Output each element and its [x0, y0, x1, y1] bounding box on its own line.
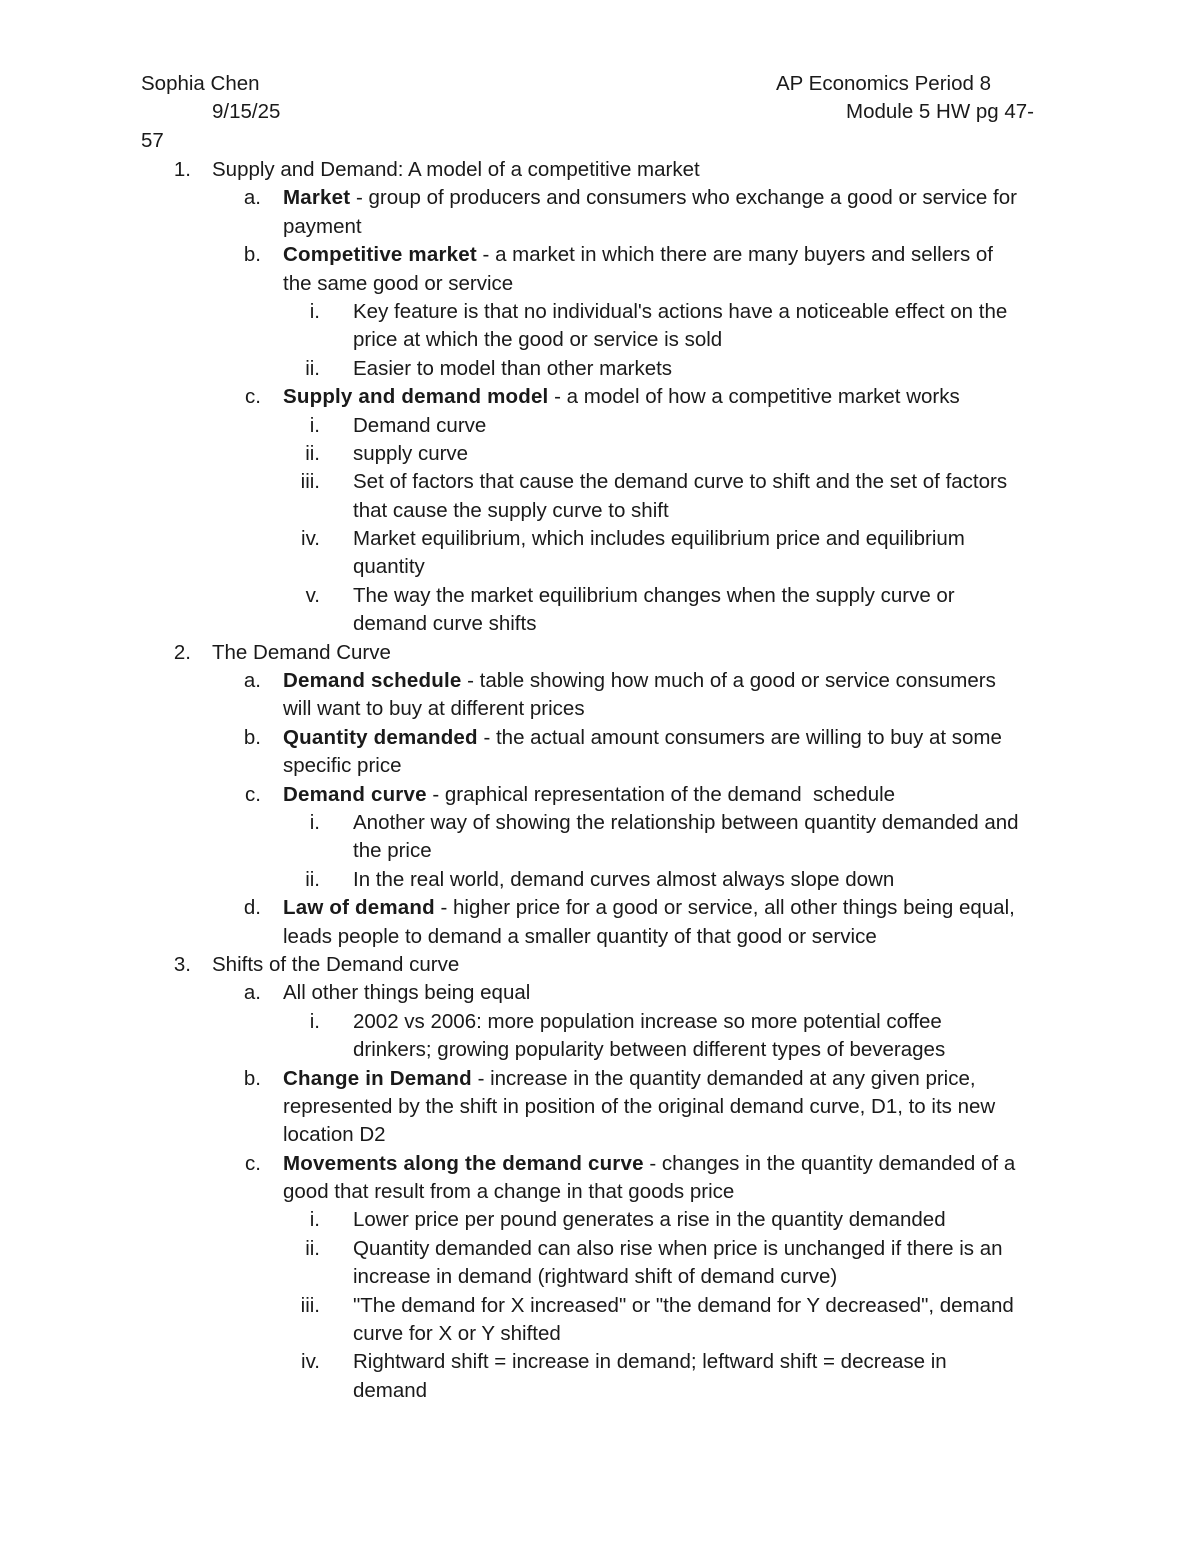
- assignment: Module 5 HW pg 47-: [846, 100, 1035, 123]
- s3-c-sub-i: i. Lower price per pound generates a rise in the quantity demanded: [309, 1208, 946, 1232]
- term: Law of demand: [283, 896, 435, 920]
- s3-c-sub-iv-cont: demand: [353, 1378, 428, 1402]
- s3-item-c: c. Movements along the demand curve - changes in the quantity demanded of a: [245, 1151, 1016, 1175]
- s1-c-sub-i: i. Demand curve: [309, 413, 487, 437]
- s1-c-sub-iv-cont: quantity: [353, 555, 425, 579]
- section-1-heading: 1. Supply and Demand: A model of a competitive market: [173, 158, 700, 181]
- s1-c-sub-iii: iii. Set of factors that cause the demand curve to shift and the set of factors: [300, 470, 1008, 494]
- assignment-wrap: 57: [141, 129, 164, 152]
- notes-outline: [0, 156, 1200, 1405]
- s1-b-sub-ii: ii. Easier to model than other markets: [305, 356, 673, 380]
- definition: - changes in the quantity demanded of a: [643, 1151, 1016, 1175]
- term: Market: [283, 186, 351, 210]
- s1-c-sub-iv: iv. Market equilibrium, which includes equilibrium price and equilibrium: [301, 527, 965, 551]
- term: Demand curve: [283, 782, 427, 806]
- s3-item-b: b. Change in Demand - increase in the quantity demanded at any given price,: [243, 1066, 976, 1090]
- s3-c-sub-ii: ii. Quantity demanded can also rise when price is unchanged if there is an: [305, 1236, 1003, 1260]
- term: Supply and demand model: [283, 385, 549, 409]
- term: Change in Demand: [283, 1066, 472, 1090]
- definition: - table showing how much of a good or service consumers: [461, 669, 996, 693]
- definition: - a market in which there are many buyers and sellers of: [476, 243, 994, 267]
- s2-item-d: d. Law of demand - higher price for a good or service, all other things being equal,: [243, 896, 1015, 920]
- s2-item-b: b. Quantity demanded - the actual amount consumers are willing to buy at some: [243, 725, 1002, 749]
- s3-c-sub-ii-cont: increase in demand (rightward shift of demand curve): [353, 1265, 838, 1289]
- definition: - the actual amount consumers are willing to buy at some: [477, 725, 1002, 749]
- s3-item-a: a. All other things being equal: [243, 981, 531, 1005]
- s2-item-c: c. Demand curve - graphical representation of the demand schedule: [245, 782, 896, 806]
- s1-item-a-cont: payment: [283, 214, 362, 238]
- s1-item-b: b. Competitive market - a market in which there are many buyers and sellers of: [243, 243, 994, 267]
- s1-c-sub-v-cont: demand curve shifts: [353, 612, 537, 636]
- term: Competitive market: [283, 243, 477, 267]
- definition: - group of producers and consumers who exchange a good or service for: [350, 186, 1017, 210]
- s1-b-sub-i-cont: price at which the good or service is sold: [353, 328, 723, 352]
- s3-c-sub-iv: iv. Rightward shift = increase in demand; leftward shift = decrease in: [301, 1350, 947, 1374]
- s1-item-a: a. Market - group of producers and consumers who exchange a good or service for: [243, 186, 1017, 210]
- date: 9/15/25: [212, 100, 281, 123]
- definition: - increase in the quantity demanded at any given price,: [471, 1066, 976, 1090]
- s3-a-sub-i: i. 2002 vs 2006: more population increase so more potential coffee: [309, 1009, 942, 1033]
- definition: - graphical representation of the demand schedule: [426, 782, 896, 806]
- definition: - higher price for a good or service, all other things being equal,: [434, 896, 1015, 920]
- s2-item-a: a. Demand schedule - table showing how much of a good or service consumers: [243, 669, 996, 693]
- s1-c-sub-ii: ii. supply curve: [305, 441, 469, 465]
- s1-b-sub-i: i. Key feature is that no individual's actions have a noticeable effect on the: [309, 299, 1008, 323]
- s2-item-a-cont: will want to buy at different prices: [283, 697, 585, 721]
- term: Movements along the demand curve: [283, 1151, 644, 1175]
- section-2-heading: 2. The Demand Curve: [173, 640, 391, 664]
- s2-c-sub-i: i. Another way of showing the relationship between quantity demanded and: [309, 810, 1019, 834]
- s3-item-c-cont: good that result from a change in that goods price: [283, 1180, 735, 1204]
- s2-item-d-cont: leads people to demand a smaller quantity of that good or service: [283, 924, 877, 948]
- s1-c-sub-v: v. The way the market equilibrium changes when the supply curve or: [305, 583, 955, 607]
- s3-item-b-cont: represented by the shift in position of the original demand curve, D1, to its new: [283, 1094, 996, 1118]
- section-3-heading: 3. Shifts of the Demand curve: [173, 952, 460, 976]
- term: Demand schedule: [283, 669, 462, 693]
- s1-item-b-cont: the same good or service: [283, 271, 514, 295]
- class-name: AP Economics Period 8: [776, 72, 991, 95]
- s2-c-sub-i-cont: the price: [353, 839, 432, 863]
- s3-c-sub-iii-cont: curve for X or Y shifted: [353, 1322, 561, 1346]
- s2-item-b-cont: specific price: [283, 754, 402, 778]
- student-name: Sophia Chen: [141, 72, 260, 95]
- s1-c-sub-iii-cont: that cause the supply curve to shift: [353, 498, 669, 522]
- s3-item-b-cont2: location D2: [283, 1123, 386, 1147]
- s1-item-c: c. Supply and demand model - a model of how a competitive market works: [245, 385, 960, 409]
- s3-c-sub-iii: iii. "The demand for X increased" or "the demand for Y decreased", demand: [300, 1293, 1014, 1317]
- definition: - a model of how a competitive market works: [548, 385, 960, 409]
- s3-a-sub-i-cont: drinkers; growing popularity between different types of beverages: [353, 1038, 946, 1062]
- s2-c-sub-ii: ii. In the real world, demand curves almost always slope down: [305, 867, 895, 891]
- term: Quantity demanded: [283, 725, 478, 749]
